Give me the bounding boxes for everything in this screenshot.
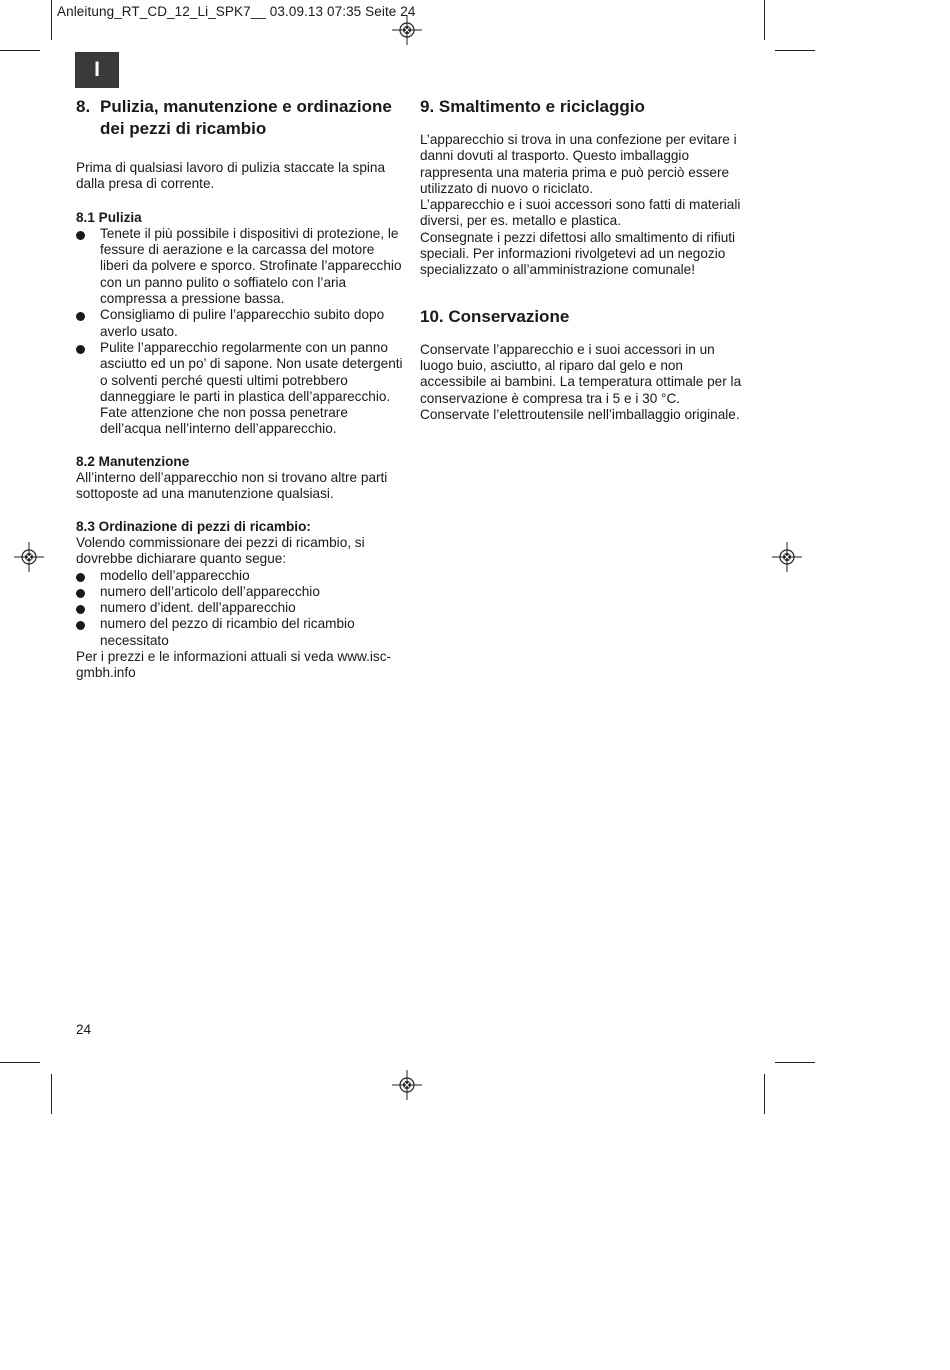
section-10-text-1: Conservate l’apparecchio e i suoi accessori in un luogo buio, asciutto, al riparo dal gelo e non accessibile ai bambini. La temperatura ottimale per la conservazione è compresa tra i 5 e i 30 °C. <box>420 341 742 406</box>
crop-mark <box>51 1074 52 1114</box>
subsection-8-3-outro: Per i prezzi e le informazioni attuali si veda www.isc-gmbh.info <box>76 649 392 681</box>
bullet-icon <box>76 605 85 614</box>
page-number: 24 <box>76 1022 92 1037</box>
bullet-icon <box>76 589 85 598</box>
list-item: numero dell’articolo dell’apparecchio <box>76 584 406 600</box>
list-item: Consigliamo di pulire l’apparecchio subito dopo averlo usato. <box>76 307 406 340</box>
cleaning-list <box>76 226 406 438</box>
section-9-heading: 9. Smaltimento e riciclaggio <box>420 97 645 116</box>
crop-mark <box>764 0 765 40</box>
bullet-icon <box>76 573 85 582</box>
registration-mark-icon <box>392 15 422 45</box>
list-item: numero d’ident. dell’apparecchio <box>76 600 406 616</box>
section-10-text-2: Conservate l’elettroutensile nell’imballaggio originale. <box>420 406 740 422</box>
bullet-icon <box>76 345 85 354</box>
section-9-text-2: L’apparecchio e i suoi accessori sono fatti di materiali diversi, per es. metallo e plastica. <box>420 197 741 229</box>
bullet-icon <box>76 312 85 321</box>
list-item: Tenete il più possibile i dispositivi di protezione, le fessure di aerazione e la carcassa del motore liberi da polvere e sporco. Strofinate l’apparecchio con un panno pulito o soffiatelo con l’aria compressa a pressione bassa. <box>76 226 406 307</box>
subsection-8-3-intro: Volendo commissionare dei pezzi di ricambio, si dovrebbe dichiarare quanto segue: <box>76 534 365 567</box>
section-8-title-line2: dei pezzi di ricambio <box>100 119 267 138</box>
spare-parts-list <box>76 568 406 649</box>
subsection-8-2-title: 8.2 Manutenzione <box>76 453 190 469</box>
crop-mark <box>51 0 52 40</box>
registration-mark-icon <box>14 542 44 572</box>
subsection-8-3-title: 8.3 Ordinazione di pezzi di ricambio: <box>76 518 311 534</box>
subsection-8-2-text: All’interno dell’apparecchio non si trovano altre parti sottoposte ad una manutenzione qualsiasi. <box>76 470 388 502</box>
crop-mark <box>764 1074 765 1114</box>
section-9-text-3: Consegnate i pezzi difettosi allo smaltimento di rifiuti speciali. Per informazioni rivolgetevi ad un negozio specializzato o all’amministrazione comunale! <box>420 229 736 278</box>
crop-mark <box>0 1062 40 1063</box>
list-item: modello dell’apparecchio <box>76 568 406 584</box>
right-column <box>420 96 750 423</box>
subsection-8-1-title: 8.1 Pulizia <box>76 209 142 225</box>
section-9-text-1: L’apparecchio si trova in una confezione per evitare i danni dovuti al trasporto. Questo imballaggio rappresenta una materia prima e può perciò essere utilizzato di nuovo o riciclato. <box>420 132 737 196</box>
list-item: numero del pezzo di ricambio del ricambio necessitato <box>76 616 406 649</box>
section-8-title-line1: Pulizia, manutenzione e ordinazione <box>100 97 392 116</box>
registration-mark-icon <box>772 542 802 572</box>
left-column <box>76 96 406 682</box>
crop-mark <box>0 50 40 51</box>
section-8-number: 8. <box>76 97 91 116</box>
crop-mark <box>775 1062 815 1063</box>
crop-mark <box>775 50 815 51</box>
bullet-icon <box>76 231 85 240</box>
registration-mark-icon <box>392 1070 422 1100</box>
list-item: Pulite l’apparecchio regolarmente con un panno asciutto ed un po’ di sapone. Non usate detergenti o solventi perché questi ultimi potrebbero danneggiare le parti in plastica dell’apparecchio. Fate attenzione che non possa penetrare dell’acqua nell’interno dell’apparecchio. <box>76 340 406 438</box>
language-tab: I <box>75 52 119 88</box>
print-slug: Anleitung_RT_CD_12_Li_SPK7__ 03.09.13 07:35 Seite 24 <box>57 4 416 19</box>
section-8-intro: Prima di qualsiasi lavoro di pulizia staccate la spina dalla presa di corrente. <box>76 160 386 192</box>
section-8-heading <box>76 96 406 140</box>
bullet-icon <box>76 621 85 630</box>
section-10-heading: 10. Conservazione <box>420 306 570 326</box>
